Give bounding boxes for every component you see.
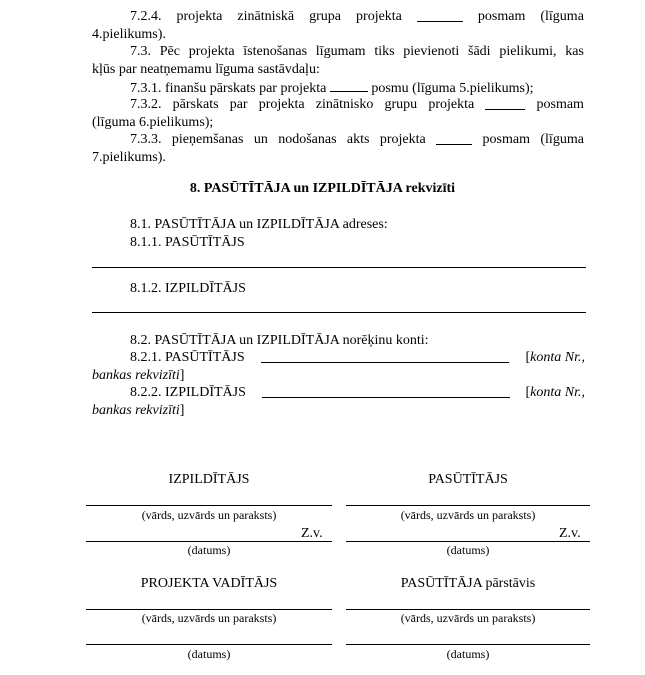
para-8-2-1-line2: bankas rekvizīti]	[92, 368, 185, 383]
sig-caption: (vārds, uzvārds un paraksts)	[141, 611, 277, 625]
para-8-2-2: 8.2.2. IZPILDĪTĀJS [konta Nr.,	[130, 385, 585, 400]
address-line-izpilditajs	[92, 312, 586, 313]
date-line-izpilditajs	[86, 541, 332, 542]
sig-caption: (vārds, uzvārds un paraksts)	[400, 611, 536, 625]
blank-field	[436, 131, 472, 145]
blank-field	[417, 8, 463, 22]
date-caption: (datums)	[187, 647, 231, 661]
sig-title-pasutitaja-parstavis: PASŪTĪTĀJA pārstāvis	[400, 576, 536, 591]
section-8-heading: 8. PASŪTĪTĀJA un IZPILDĪTĀJA rekvizīti	[189, 181, 456, 196]
para-8-2-2-line2: bankas rekvizīti]	[92, 403, 185, 418]
sig-caption: (vārds, uzvārds un paraksts)	[141, 508, 277, 522]
sig-line-izpilditajs	[86, 505, 332, 506]
para-8-1: 8.1. PASŪTĪTĀJA un IZPILDĪTĀJA adreses:	[130, 217, 388, 232]
stamp-label: Z.v.	[301, 526, 323, 541]
para-8-1-2: 8.1.2. IZPILDĪTĀJS	[130, 281, 246, 296]
date-line-pasutitaja-parstavis	[346, 644, 590, 645]
account-field-izpilditajs	[262, 384, 510, 398]
stamp-label: Z.v.	[559, 526, 581, 541]
sig-caption: (vārds, uzvārds un paraksts)	[400, 508, 536, 522]
para-7-3-2-line2: (līguma 6.pielikums);	[92, 115, 214, 130]
sig-line-pasutitajs	[346, 505, 590, 506]
date-caption: (datums)	[446, 543, 490, 557]
account-field-pasutitajs	[261, 349, 509, 363]
sig-title-projekta-vaditajs: PROJEKTA VADĪTĀJS	[140, 576, 278, 591]
para-7-3-line2: kļūs par neatņemamu līguma sastāvdaļu:	[92, 62, 320, 77]
sig-title-izpilditajs: IZPILDĪTĀJS	[168, 472, 250, 487]
para-7-3-1: 7.3.1. finanšu pārskats par projekta posmu (līguma 5.pielikums);	[130, 78, 534, 98]
blank-field	[485, 96, 525, 110]
para-7-2-4-line2: 4.pielikums).	[92, 27, 166, 42]
sig-line-projekta-vaditajs	[86, 609, 332, 610]
date-line-pasutitajs	[346, 541, 590, 542]
sig-line-pasutitaja-parstavis	[346, 609, 590, 610]
para-8-2: 8.2. PASŪTĪTĀJA un IZPILDĪTĀJA norēķinu konti:	[130, 333, 429, 348]
para-7-3-3-line1: 7.3.3. pieņemšanas un nodošanas akts projekta posmam (līguma	[130, 132, 584, 147]
para-7-3-line1: 7.3. Pēc projekta īstenošanas līgumam tiks pievienoti šādi pielikumi, kas	[130, 44, 584, 59]
para-7-3-2-line1: 7.3.2. pārskats par projekta zinātnisko grupu projekta posmam	[130, 97, 584, 112]
date-line-projekta-vaditajs	[86, 644, 332, 645]
date-caption: (datums)	[187, 543, 231, 557]
para-8-1-1: 8.1.1. PASŪTĪTĀJS	[130, 235, 245, 250]
para-8-2-1: 8.2.1. PASŪTĪTĀJS [konta Nr.,	[130, 350, 585, 365]
sig-title-pasutitajs: PASŪTĪTĀJS	[428, 472, 508, 487]
blank-field	[330, 78, 368, 92]
para-7-2-4-line1: 7.2.4. projekta zinātniskā grupa projekta posmam (līguma	[130, 9, 584, 24]
date-caption: (datums)	[446, 647, 490, 661]
address-line-pasutitajs	[92, 267, 586, 268]
para-7-3-3-line2: 7.pielikums).	[92, 150, 166, 165]
